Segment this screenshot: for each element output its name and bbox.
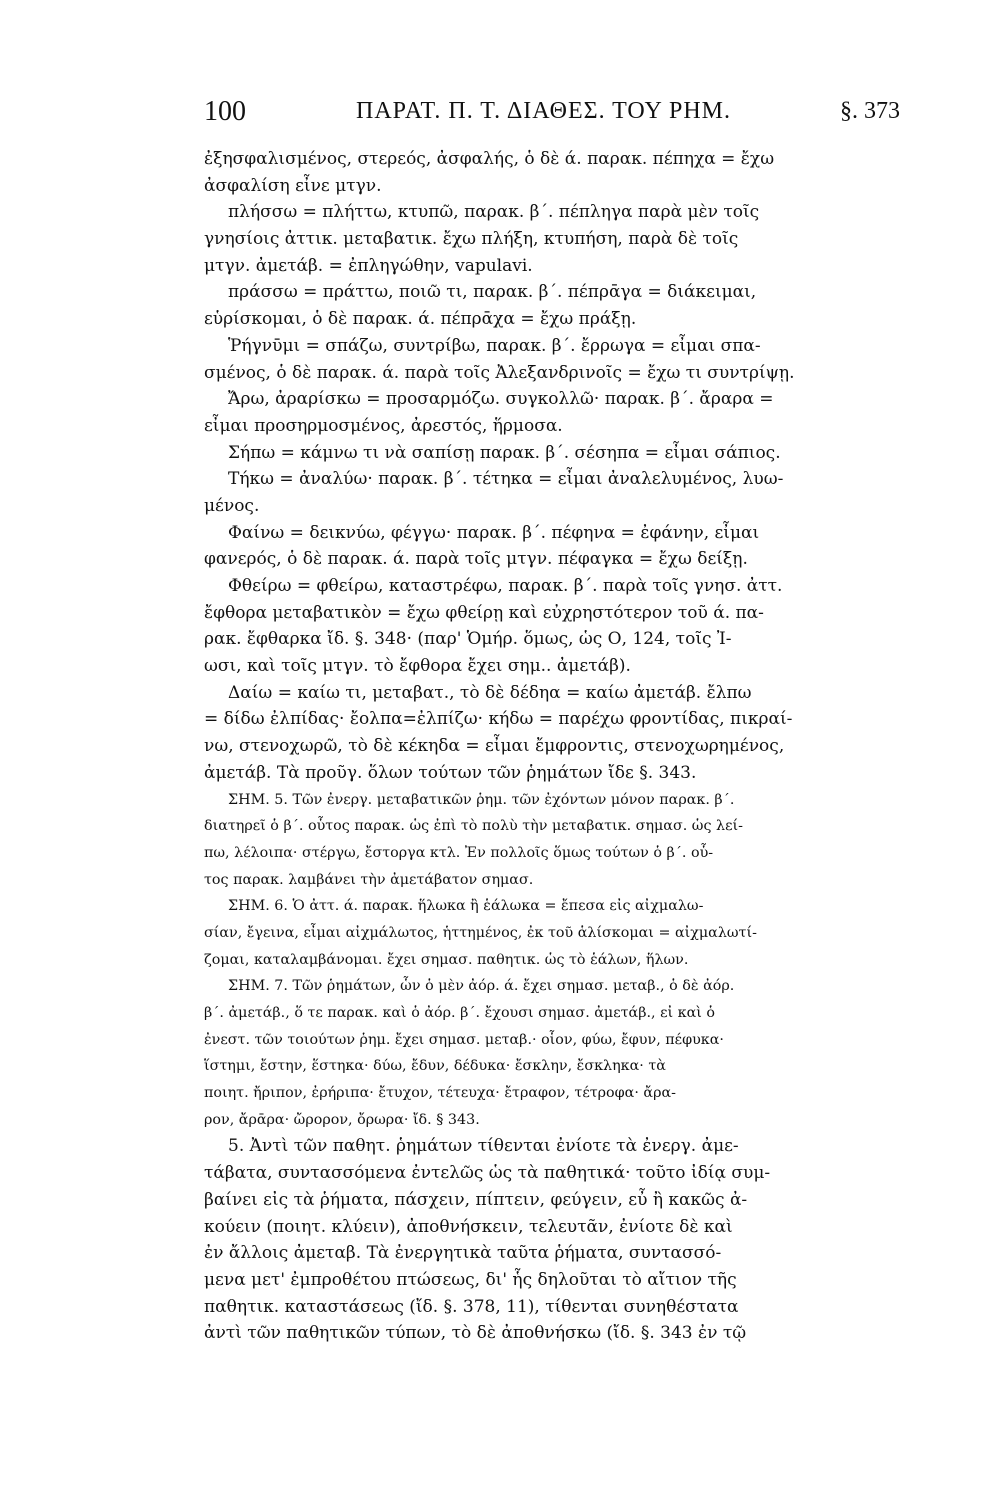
text-line: ἐνεστ. τῶν τοιούτων ῥημ. ἔχει σημασ. μεταβ.· οἷον, φύω, ἔφυν, πέφυκα· [204,1031,724,1048]
text-line: ΣΗΜ. 5. Τῶν ἐνεργ. μεταβατικῶν ῥημ. τῶν ἐχόντων μόνον παρακ. β΄. [228,791,735,808]
text-line: σμένος, ὁ δὲ παρακ. ά. παρὰ τοῖς Ἀλεξανδρινοῖς = ἔχω τι συντρίψῃ. [204,362,795,383]
text-line: ἀντὶ τῶν παθητικῶν τύπων, τὸ δὲ ἀποθνήσκω (ἴδ. §. 343 ἐν τῷ [204,1323,747,1344]
text-line: ἵστημι, ἔστην, ἕστηκα· δύω, ἔδυν, δέδυκα· ἔσκλην, ἔσκληκα· τὰ [204,1058,666,1075]
text-line: εἶμαι προσηρμοσμένος, ἀρεστός, ἥρμοσα. [204,415,563,436]
text-line: πλήσσω = πλήττω, κτυπῶ, παρακ. β΄. πέπληγα παρὰ μὲν τοῖς [228,202,760,223]
text-line: πράσσω = πράττω, ποιῶ τι, παρακ. β΄. πέπρᾱγα = διάκειμαι, [228,282,757,303]
text-line: Ῥήγνῡμι = σπάζω, συντρίβω, παρακ. β΄. ἔρρωγα = εἶμαι σπα- [228,335,761,356]
text-line: ωσι, καὶ τοῖς μτγν. τὸ ἔφθορα ἔχει σημ.. ἀμετάβ). [204,656,631,677]
text-line: παθητικ. καταστάσεως (ἴδ. §. 378, 11), τίθενται συνηθέστατα [204,1296,739,1317]
text-line: μένος. [204,495,260,516]
text-line: Δαίω = καίω τι, μεταβατ., τὸ δὲ δέδηα = καίω ἀμετάβ. ἔλπω [228,682,752,703]
text-line: = δίδω ἐλπίδας· ἔολπα=ἐλπίζω· κήδω = παρέχω φροντίδας, πικραί- [204,709,793,730]
text-line: β΄. ἀμετάβ., ὅ τε παρακ. καὶ ὁ ἀόρ. β΄. ἔχουσι σημασ. ἀμετάβ., εἰ καὶ ὁ [204,1005,716,1021]
text-line: Τήκω = ἀναλύω· παρακ. β΄. τέτηκα = εἶμαι ἀναλελυμένος, λυω- [228,469,784,490]
text-line: ρακ. ἔφθαρκα ἴδ. §. 348· (παρ' Ὁμήρ. ὅμως, ὡς Ο, 124, τοῖς Ἰ- [204,629,732,650]
text-line: Φαίνω = δεικνύω, φέγγω· παρακ. β΄. πέφηνα = ἐφάνην, εἶμαι [228,522,760,543]
text-line: πω, λέλοιπα· στέργω, ἔστοργα κτλ. Ἐν πολλοῖς ὅμως τούτων ὁ β΄. οὗ- [204,844,714,861]
text-line: νω, στενοχωρῶ, τὸ δὲ κέκηδα = εἶμαι ἔμφροντις, στενοχωρημένος, [204,736,785,757]
text-line: 5. Ἀντὶ τῶν παθητ. ῥημάτων τίθενται ἐνίοτε τὰ ἐνεργ. ἀμε- [228,1136,739,1157]
text-line: ἔφθορα μεταβατικὸν = ἔχω φθείρῃ καὶ εὐχρηστότερον τοῦ ά. πα- [204,602,764,623]
running-title: ΠΑΡΑΤ. Π. Τ. ΔΙΑΘΕΣ. ΤΟΥ ΡΗΜ. [356,98,731,124]
text-line: τος παρακ. λαμβάνει τὴν ἀμετάβατον σημασ. [204,871,534,888]
text-line: ἐν ἄλλοις ἀμεταβ. Τὰ ἐνεργητικὰ ταῦτα ῥήματα, συντασσό- [204,1243,722,1264]
page-header [204,96,904,132]
page-body-text [204,146,904,1347]
text-line: ΣΗΜ. 7. Τῶν ῥημάτων, ὧν ὁ μὲν ἀόρ. ά. ἔχει σημασ. μεταβ., ὁ δὲ ἀόρ. [228,978,735,995]
page-number: 100 [204,96,246,127]
text-line: ἐξησφαλισμένος, στερεός, ἀσφαλής, ὁ δὲ ά. παρακ. πέπηχα = ἔχω [204,149,775,169]
text-line: Σήπω = κάμνω τι νὰ σαπίσῃ παρακ. β΄. σέσηπα = εἶμαι σάπιος. [228,442,781,463]
text-line: φανερός, ὁ δὲ παρακ. ά. παρὰ τοῖς μτγν. πέφαγκα = ἔχω δείξῃ. [204,549,748,570]
text-line: σίαν, ἔγεινα, εἶμαι αἰχμάλωτος, ἡττημένος, ἐκ τοῦ ἁλίσκομαι = αἰχμαλωτί- [204,924,757,941]
text-line: μενα μετ' ἐμπροθέτου πτώσεως, δι' ἧς δηλοῦται τὸ αἴτιον τῆς [204,1269,737,1290]
text-line: ρον, ἄρᾱρα· ὤρορον, ὄρωρα· ἴδ. § 343. [204,1111,480,1128]
text-line: ἀσφαλίση εἶνε μτγν. [204,175,382,196]
text-line: ΣΗΜ. 6. Ὁ ἀττ. ά. παρακ. ἥλωκα ἢ ἑάλωκα = ἔπεσα εἰς αἰχμαλω- [228,898,704,915]
text-line: τάβατα, συντασσόμενα ἐντελῶς ὡς τὰ παθητικά· τοῦτο ἰδίᾳ συμ- [204,1163,771,1184]
section-reference: §. 373 [840,98,900,124]
text-line: ζομαι, καταλαμβάνομαι. ἔχει σημασ. παθητικ. ὡς τὸ ἑάλων, ἥλων. [204,951,689,968]
text-line: μτγν. ἀμετάβ. = ἐπληγώθην, vapulavi. [204,255,533,276]
text-line: Ἄρω, ἀραρίσκω = προσαρμόζω. συγκολλῶ· παρακ. β΄. ἄραρα = [228,389,774,410]
text-line: Φθείρω = φθείρω, καταστρέφω, παρακ. β΄. παρὰ τοῖς γνησ. ἀττ. [228,576,783,596]
text-line: κούειν (ποιητ. κλύειν), ἀποθνήσκειν, τελευτᾶν, ἐνίοτε δὲ καὶ [204,1216,733,1237]
text-line: ἀμετάβ. Τὰ προῦγ. ὅλων τούτων τῶν ῥημάτων ἴδε §. 343. [204,762,697,783]
text-line: ποιητ. ἤριπον, ἐρήριπα· ἔτυχον, τέτευχα· ἔτραφον, τέτροφα· ἄρα- [204,1085,676,1102]
text-line: διατηρεῖ ὁ β΄. οὗτος παρακ. ὡς ἐπὶ τὸ πολὺ τὴν μεταβατικ. σημασ. ὡς λεί- [204,818,743,835]
text-line: γνησίοις ἀττικ. μεταβατικ. ἔχω πλήξη, κτυπήση, παρὰ δὲ τοῖς [204,229,739,250]
text-line: βαίνει εἰς τὰ ῥήματα, πάσχειν, πίπτειν, φεύγειν, εὖ ἢ κακῶς ἀ- [204,1189,748,1210]
text-line: εὑρίσκομαι, ὁ δὲ παρακ. ά. πέπρᾱχα = ἔχω πράξῃ. [204,309,637,330]
